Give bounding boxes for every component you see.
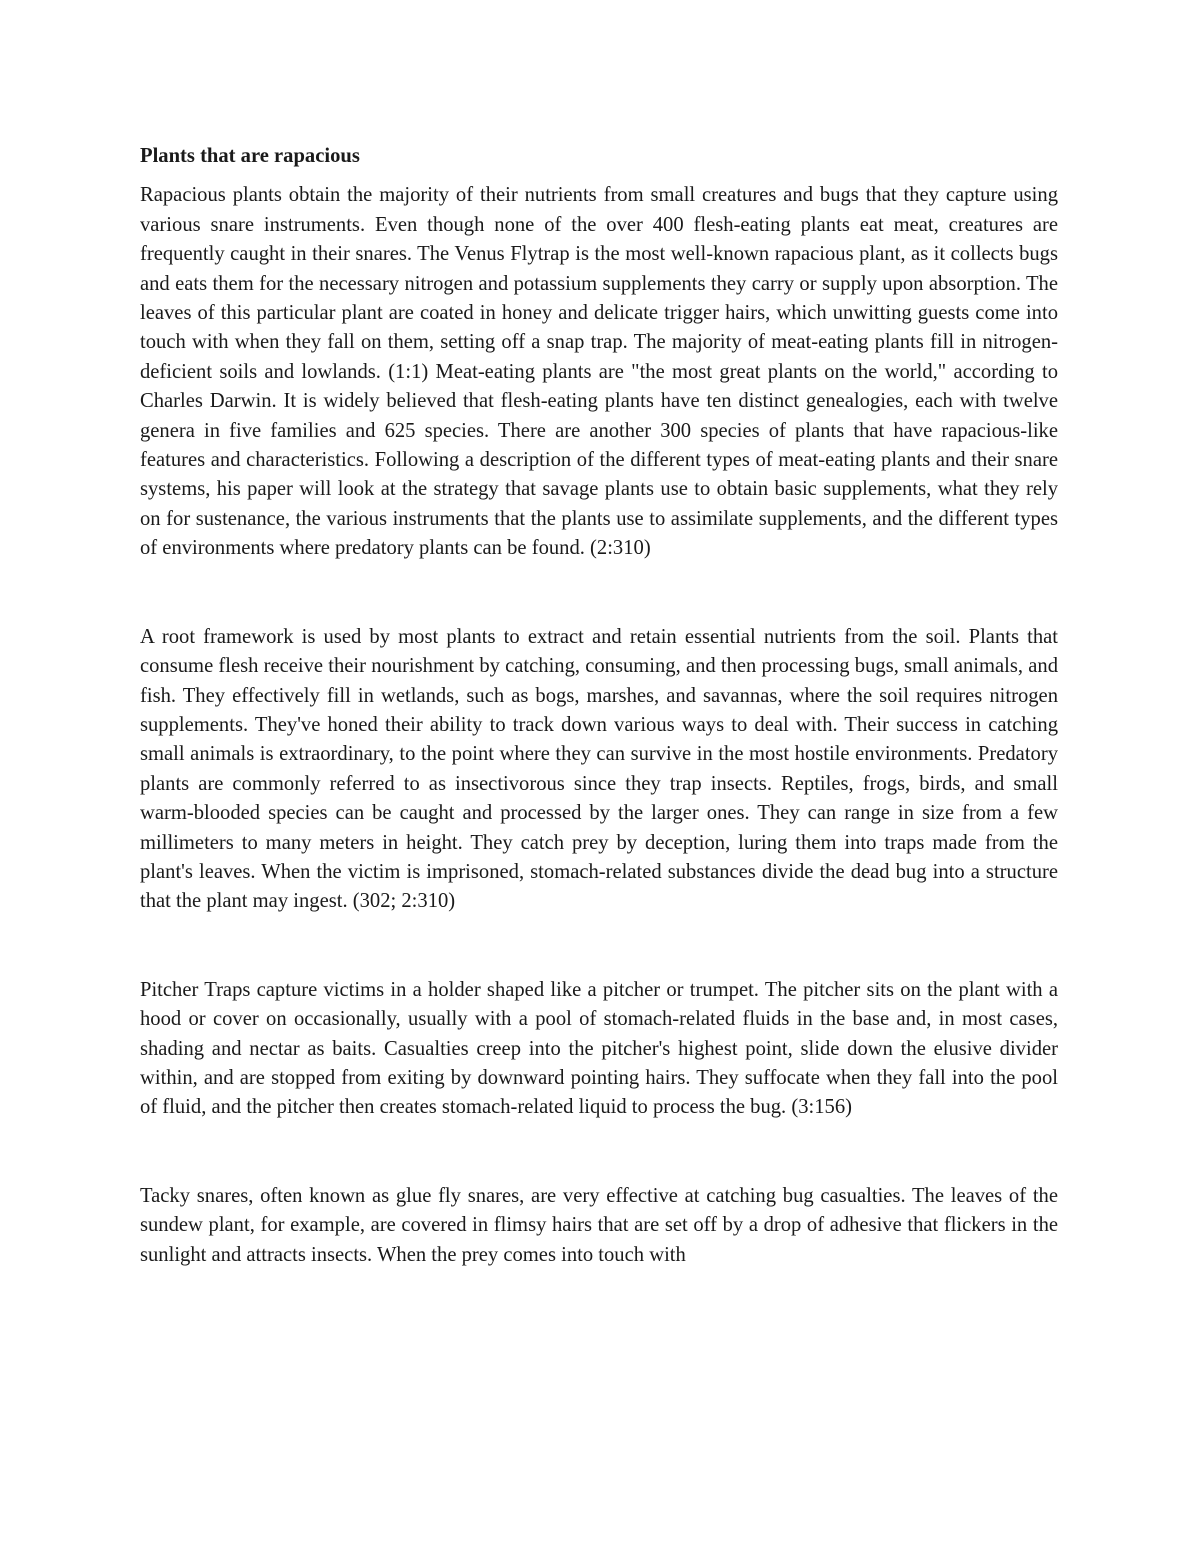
document-title: Plants that are rapacious — [140, 145, 360, 167]
paragraph-spacer — [140, 917, 1058, 976]
paragraph-1: Rapacious plants obtain the majority of their nutrients from small creatures and bugs that they capture using various snare instruments. Even though none of the over 400 flesh-eating plants eat meat, creatures are frequently caught in their snares. The Venus Flytrap is the most well-known rapacious plant, as it collects bugs and eats them for the necessary nitrogen and potassium supplements they carry or supply upon absorption. The leaves of this particular plant are coated in honey and delicate trigger hairs, which unwitting guests come into touch with when they fall on them, setting off a snap trap. The majority of meat-eating plants fill in nitrogen-deficient soils and lowlands. (1:1) Meat-eating plants are "the most great plants on the world," according to Charles Darwin. It is widely believed that flesh-eating plants have ten distinct genealogies, each with twelve genera in five families and 625 species. There are another 300 species of plants that have rapacious-like features and characteristics. Following a description of the different types of meat-eating plants and their snare systems, his paper will look at the strategy that savage plants use to obtain basic supplements, what they rely on for sustenance, the various instruments that the plants use to assimilate supplements, and the different types of environments where predatory plants can be found. (2:310) — [140, 184, 1058, 560]
paragraph-spacer — [140, 564, 1058, 623]
paragraph-2: A root framework is used by most plants to extract and retain essential nutrients from the soil. Plants that consume flesh receive their nourishment by catching, consuming, and then processing bugs, small animals, and fish. They effectively fill in wetlands, such as bogs, marshes, and savannas, where the soil requires nitrogen supplements. They've honed their ability to track down various ways to deal with. Their success in catching small animals is extraordinary, to the point where they can survive in the most hostile environments. Predatory plants are commonly referred to as insectivorous since they trap insects. Reptiles, frogs, birds, and small warm-blooded species can be caught and processed by the larger ones. They can range in size from a few millimeters to many meters in height. They catch prey by deception, luring them into traps made from the plant's leaves. When the victim is imprisoned, stomach-related substances divide the dead bug into a structure that the plant may ingest. (302; 2:310) — [140, 625, 1058, 913]
paragraph-3: Pitcher Traps capture victims in a holder shaped like a pitcher or trumpet. The pitcher sits on the plant with a hood or cover on occasionally, usually with a pool of stomach-related fluids in the base and, in most cases, shading and nectar as baits. Casualties creep into the pitcher's highest point, slide down the elusive divider within, and are stopped from exiting by downward pointing hairs. They suffocate when they fall into the pool of fluid, and the pitcher then creates stomach-related liquid to process the bug. (3:156) — [140, 978, 1058, 1119]
paragraph-spacer — [140, 1123, 1058, 1182]
paragraph-4: Tacky snares, often known as glue fly snares, are very effective at catching bug casualties. The leaves of the sundew plant, for example, are covered in flimsy hairs that are set off by a drop of adhesive that flickers in the sunlight and attracts insects. When the prey comes into touch with — [140, 1184, 1058, 1266]
document-body — [140, 142, 1058, 1270]
